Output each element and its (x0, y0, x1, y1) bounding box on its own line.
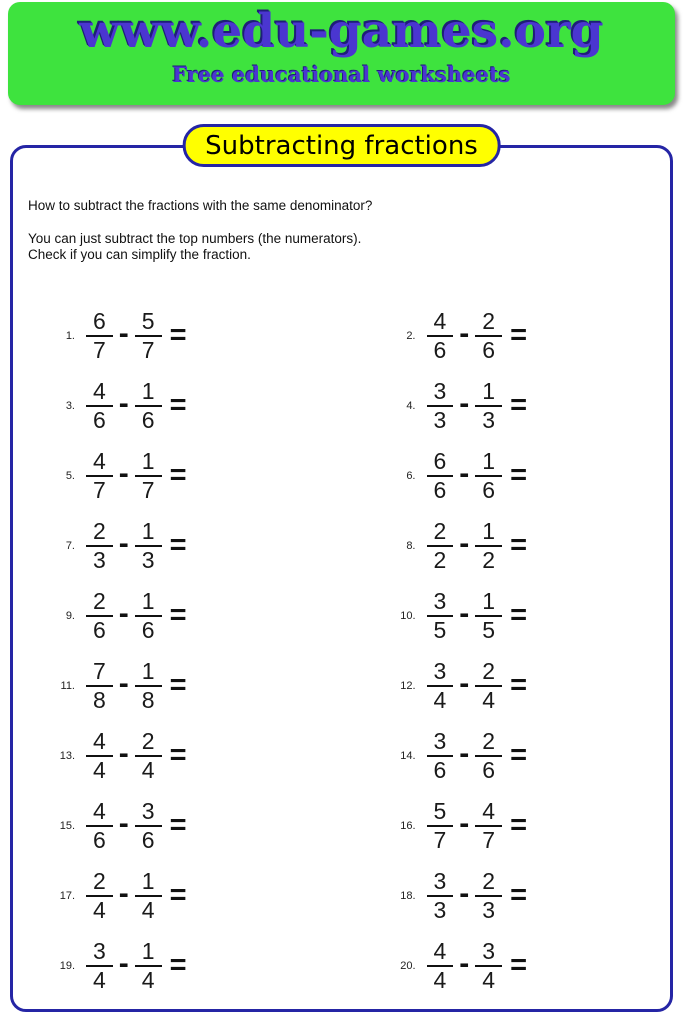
minuend-denominator: 7 (433, 827, 447, 853)
problem-row (41, 581, 356, 651)
equals-sign: = (510, 738, 527, 771)
problem-number: 20. (400, 960, 416, 972)
minuend-numerator: 3 (427, 869, 454, 897)
subtrahend-numerator: 1 (135, 659, 162, 687)
minuend-denominator: 6 (93, 407, 106, 433)
fraction-minuend (427, 379, 454, 434)
problem-number: 17. (59, 890, 75, 902)
minuend-numerator: 3 (427, 729, 454, 757)
minus-operator: - (459, 667, 470, 700)
fraction-subtrahend (475, 939, 502, 994)
minuend-numerator: 3 (427, 379, 454, 407)
minuend-denominator: 4 (433, 967, 447, 993)
equals-sign: = (169, 318, 186, 351)
equals-sign: = (510, 808, 527, 841)
minus-operator: - (118, 457, 129, 490)
problem-row (356, 931, 671, 1001)
minuend-numerator: 2 (86, 869, 113, 897)
problem-number: 6. (406, 470, 416, 482)
subtrahend-denominator: 8 (141, 687, 155, 713)
minuend-numerator: 4 (427, 939, 454, 967)
site-header (8, 2, 675, 105)
subtrahend-denominator: 3 (482, 897, 496, 923)
minuend-numerator: 4 (86, 449, 113, 477)
minuend-numerator: 4 (86, 379, 113, 407)
fraction-subtrahend (475, 799, 502, 854)
problem-row (356, 301, 671, 371)
equals-sign: = (510, 878, 527, 911)
equals-sign: = (169, 388, 186, 421)
subtrahend-numerator: 2 (475, 729, 502, 757)
minuend-numerator: 4 (427, 309, 454, 337)
subtrahend-denominator: 4 (141, 967, 155, 993)
subtrahend-denominator: 3 (141, 547, 155, 573)
fraction-minuend (427, 449, 454, 504)
subtrahend-numerator: 1 (135, 869, 162, 897)
fraction-minuend (427, 799, 454, 854)
problem-row (356, 511, 671, 581)
problem-number: 7. (65, 540, 75, 552)
fraction-subtrahend (135, 309, 162, 364)
problem-number: 19. (59, 960, 75, 972)
minuend-numerator: 2 (86, 589, 113, 617)
fraction-subtrahend (475, 379, 502, 434)
fraction-minuend (86, 659, 113, 714)
fraction-subtrahend (135, 659, 162, 714)
minuend-denominator: 7 (93, 337, 106, 363)
subtrahend-numerator: 2 (475, 309, 502, 337)
fraction-minuend (86, 729, 113, 784)
minus-operator: - (459, 807, 470, 840)
subtrahend-denominator: 7 (482, 827, 496, 853)
problem-row (356, 861, 671, 931)
fraction-minuend (427, 519, 454, 574)
problem-row (41, 441, 356, 511)
minus-operator: - (459, 457, 470, 490)
minus-operator: - (118, 387, 129, 420)
problem-number: 11. (60, 680, 75, 692)
minus-operator: - (459, 317, 470, 350)
fraction-minuend (86, 519, 113, 574)
fraction-subtrahend (475, 309, 502, 364)
problem-number: 16. (400, 820, 416, 832)
fraction-minuend (86, 309, 113, 364)
problem-number: 1. (65, 330, 75, 342)
problem-row (41, 301, 356, 371)
equals-sign: = (169, 738, 186, 771)
minus-operator: - (118, 597, 129, 630)
fraction-minuend (427, 659, 454, 714)
equals-sign: = (510, 668, 527, 701)
subtrahend-denominator: 6 (482, 757, 496, 783)
problem-number: 14. (400, 750, 416, 762)
fraction-subtrahend (135, 799, 162, 854)
site-title: www.edu-games.org (79, 4, 604, 59)
problem-row (356, 581, 671, 651)
subtrahend-numerator: 3 (135, 799, 162, 827)
fraction-subtrahend (475, 449, 502, 504)
minus-operator: - (118, 317, 129, 350)
minuend-denominator: 8 (93, 687, 106, 713)
problem-number: 4. (406, 400, 416, 412)
fraction-minuend (427, 939, 454, 994)
minuend-numerator: 3 (86, 939, 113, 967)
subtrahend-denominator: 6 (482, 337, 496, 363)
subtrahend-numerator: 1 (475, 379, 502, 407)
minuend-denominator: 6 (93, 827, 106, 853)
problem-row (356, 721, 671, 791)
minuend-denominator: 4 (93, 897, 106, 923)
equals-sign: = (169, 528, 186, 561)
fraction-minuend (86, 589, 113, 644)
minuend-numerator: 3 (427, 659, 454, 687)
minuend-denominator: 6 (433, 477, 447, 503)
minus-operator: - (118, 527, 129, 560)
fraction-subtrahend (135, 589, 162, 644)
fraction-minuend (427, 729, 454, 784)
equals-sign: = (510, 388, 527, 421)
subtrahend-numerator: 2 (475, 869, 502, 897)
problem-row (41, 651, 356, 721)
instruction-step2: Check if you can simplify the fraction. (28, 247, 251, 262)
fraction-subtrahend (135, 729, 162, 784)
fraction-minuend (427, 589, 454, 644)
subtrahend-numerator: 1 (475, 449, 502, 477)
equals-sign: = (510, 458, 527, 491)
minus-operator: - (459, 387, 470, 420)
equals-sign: = (510, 318, 527, 351)
subtrahend-numerator: 1 (475, 519, 502, 547)
fraction-minuend (86, 869, 113, 924)
instruction-step1: You can just subtract the top numbers (the numerators). (28, 231, 362, 246)
fraction-subtrahend (135, 449, 162, 504)
minuend-denominator: 6 (93, 617, 106, 643)
subtrahend-numerator: 1 (135, 589, 162, 617)
minus-operator: - (459, 527, 470, 560)
problem-number: 15. (59, 820, 75, 832)
problem-row (356, 651, 671, 721)
minuend-numerator: 4 (86, 729, 113, 757)
minuend-denominator: 4 (433, 687, 447, 713)
equals-sign: = (510, 598, 527, 631)
problem-number: 12. (400, 680, 416, 692)
fraction-subtrahend (475, 869, 502, 924)
equals-sign: = (169, 458, 186, 491)
minuend-denominator: 2 (433, 547, 447, 573)
worksheet-title: Subtracting fractions (182, 124, 501, 167)
minus-operator: - (459, 597, 470, 630)
minuend-numerator: 5 (427, 799, 454, 827)
minus-operator: - (118, 807, 129, 840)
equals-sign: = (169, 808, 186, 841)
subtrahend-denominator: 2 (482, 547, 496, 573)
subtrahend-denominator: 3 (482, 407, 496, 433)
equals-sign: = (169, 948, 186, 981)
problem-number: 8. (406, 540, 416, 552)
subtrahend-denominator: 7 (141, 337, 155, 363)
fraction-subtrahend (475, 589, 502, 644)
subtrahend-denominator: 6 (141, 827, 155, 853)
problem-row (41, 371, 356, 441)
minuend-denominator: 5 (433, 617, 447, 643)
problem-row (356, 441, 671, 511)
problem-row (41, 721, 356, 791)
minuend-numerator: 3 (427, 589, 454, 617)
site-tagline: Free educational worksheets (172, 61, 511, 87)
fraction-minuend (427, 869, 454, 924)
fraction-subtrahend (135, 869, 162, 924)
minus-operator: - (118, 737, 129, 770)
subtrahend-denominator: 5 (482, 617, 496, 643)
minuend-numerator: 2 (427, 519, 454, 547)
fraction-minuend (427, 309, 454, 364)
minuend-denominator: 4 (93, 757, 106, 783)
subtrahend-numerator: 3 (475, 939, 502, 967)
instruction-question: How to subtract the fractions with the same denominator? (28, 198, 373, 213)
fraction-minuend (86, 939, 113, 994)
problem-number: 2. (406, 330, 416, 342)
minuend-numerator: 6 (427, 449, 454, 477)
subtrahend-denominator: 4 (141, 897, 155, 923)
subtrahend-denominator: 6 (141, 617, 155, 643)
problem-number: 3. (65, 400, 75, 412)
minuend-denominator: 4 (93, 967, 106, 993)
problem-row (41, 791, 356, 861)
fraction-minuend (86, 799, 113, 854)
problem-number: 10. (400, 610, 416, 622)
equals-sign: = (169, 598, 186, 631)
minuend-denominator: 7 (93, 477, 106, 503)
fraction-subtrahend (475, 519, 502, 574)
minus-operator: - (459, 877, 470, 910)
minus-operator: - (118, 947, 129, 980)
fraction-minuend (86, 449, 113, 504)
minus-operator: - (459, 737, 470, 770)
instructions (28, 198, 670, 263)
problem-row (41, 931, 356, 1001)
fraction-subtrahend (135, 379, 162, 434)
subtrahend-denominator: 6 (141, 407, 155, 433)
subtrahend-denominator: 6 (482, 477, 496, 503)
fraction-minuend (86, 379, 113, 434)
minus-operator: - (459, 947, 470, 980)
worksheet-panel (10, 130, 673, 1012)
problem-number: 13. (59, 750, 75, 762)
subtrahend-numerator: 1 (135, 519, 162, 547)
subtrahend-numerator: 1 (475, 589, 502, 617)
problem-row (41, 861, 356, 931)
minuend-denominator: 6 (433, 757, 447, 783)
minuend-numerator: 2 (86, 519, 113, 547)
subtrahend-denominator: 4 (482, 687, 496, 713)
equals-sign: = (169, 878, 186, 911)
equals-sign: = (510, 948, 527, 981)
problems-grid (13, 301, 670, 1001)
problem-number: 18. (400, 890, 416, 902)
equals-sign: = (510, 528, 527, 561)
problem-row (356, 371, 671, 441)
minuend-numerator: 7 (86, 659, 113, 687)
subtrahend-denominator: 4 (482, 967, 496, 993)
fraction-subtrahend (135, 519, 162, 574)
subtrahend-denominator: 4 (141, 757, 155, 783)
minuend-denominator: 3 (433, 897, 447, 923)
subtrahend-numerator: 1 (135, 379, 162, 407)
fraction-subtrahend (135, 939, 162, 994)
fraction-subtrahend (475, 729, 502, 784)
minus-operator: - (118, 667, 129, 700)
subtrahend-numerator: 2 (475, 659, 502, 687)
subtrahend-numerator: 5 (135, 309, 162, 337)
problem-row (41, 511, 356, 581)
problem-number: 9. (65, 610, 75, 622)
problem-number: 5. (65, 470, 75, 482)
equals-sign: = (169, 668, 186, 701)
minuend-denominator: 3 (93, 547, 106, 573)
minus-operator: - (118, 877, 129, 910)
subtrahend-numerator: 2 (135, 729, 162, 757)
minuend-denominator: 6 (433, 337, 447, 363)
minuend-numerator: 4 (86, 799, 113, 827)
subtrahend-numerator: 4 (475, 799, 502, 827)
problem-row (356, 791, 671, 861)
minuend-denominator: 3 (433, 407, 447, 433)
minuend-numerator: 6 (86, 309, 113, 337)
subtrahend-denominator: 7 (141, 477, 155, 503)
subtrahend-numerator: 1 (135, 939, 162, 967)
fraction-subtrahend (475, 659, 502, 714)
subtrahend-numerator: 1 (135, 449, 162, 477)
